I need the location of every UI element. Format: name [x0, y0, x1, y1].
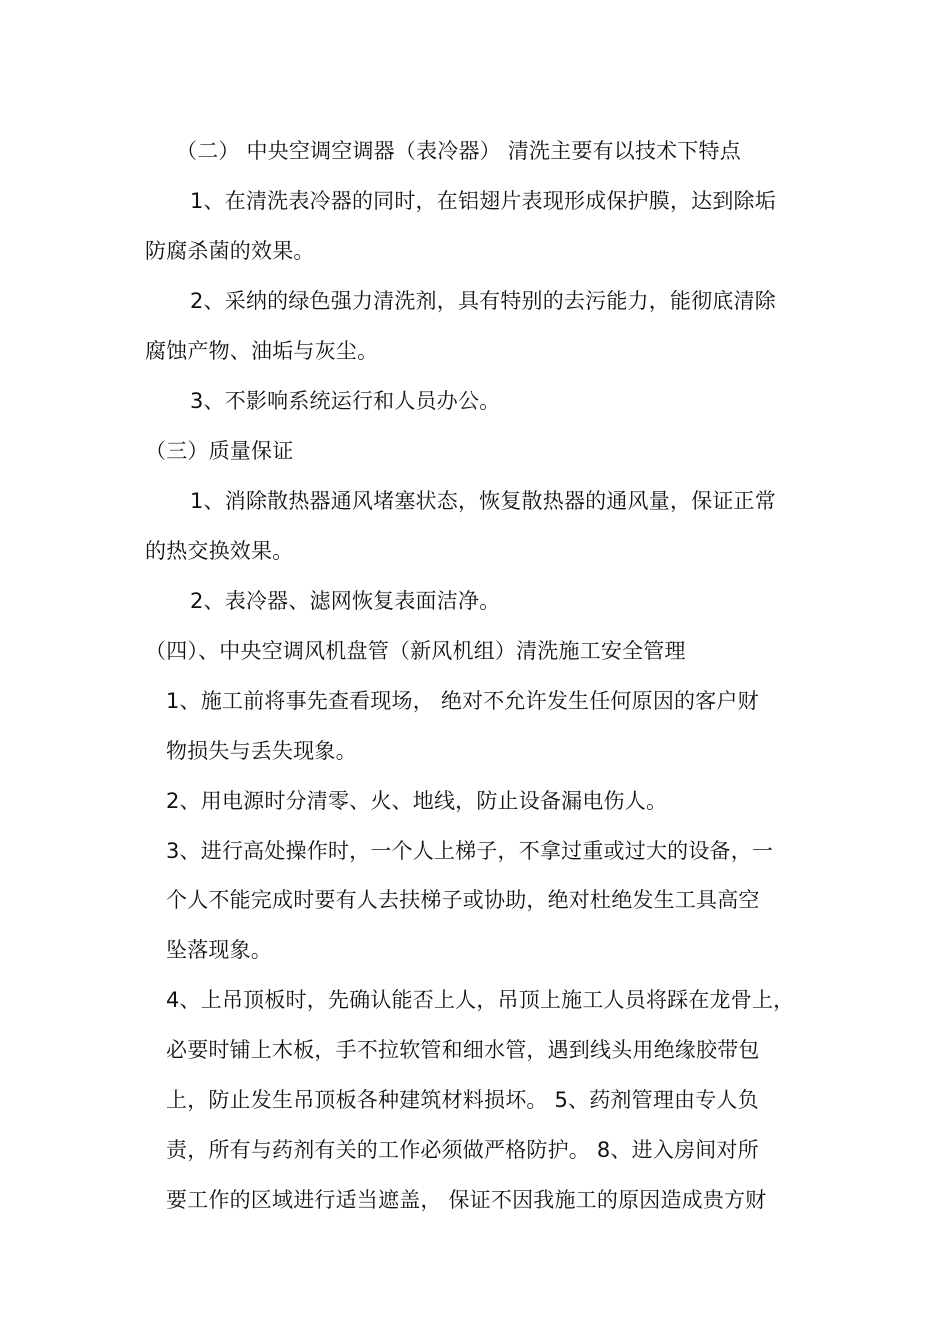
paragraph-line: 物损失与丢失现象。 [166, 739, 357, 763]
paragraph-line: 坠落现象。 [166, 938, 272, 962]
section-heading-2: （二） 中央空调空调器（表冷器） 清洗主要有以技术下特点 [176, 139, 741, 163]
paragraph-line: 2、用电源时分清零、火、地线，防止设备漏电伤人。 [166, 789, 668, 813]
paragraph-line: 3、不影响系统运行和人员办公。 [190, 389, 501, 413]
paragraph-line: 4、上吊顶板时，先确认能否上人，吊顶上施工人员将踩在龙骨上， [166, 988, 795, 1012]
paragraph-line: 上，防止发生吊顶板各种建筑材料损坏。 5、药剂管理由专人负 [166, 1088, 759, 1112]
paragraph-line: 1、消除散热器通风堵塞状态，恢复散热器的通风量，保证正常 [190, 489, 776, 513]
paragraph-line: 防腐杀菌的效果。 [145, 239, 315, 263]
paragraph-line: 3、进行高处操作时，一个人上梯子，不拿过重或过大的设备，一 [166, 839, 774, 863]
section-heading-3: （三）质量保证 [145, 439, 294, 463]
paragraph-line: 必要时铺上木板，手不拉软管和细水管，遇到线头用绝缘胶带包 [166, 1038, 760, 1062]
paragraph-line: 要工作的区域进行适当遮盖， 保证不因我施工的原因造成贵方财 [166, 1188, 767, 1212]
paragraph-line: 2、采纳的绿色强力清洗剂，具有特别的去污能力，能彻底清除 [190, 289, 776, 313]
paragraph-line: 责，所有与药剂有关的工作必须做严格防护。 8、进入房间对所 [166, 1138, 759, 1162]
paragraph-line: 1、施工前将事先查看现场， 绝对不允许发生任何原因的客户财 [166, 689, 759, 713]
paragraph-line: 腐蚀产物、油垢与灰尘。 [145, 339, 379, 363]
paragraph-line: 1、在清洗表冷器的同时，在铝翅片表现形成保护膜，达到除垢 [190, 189, 776, 213]
paragraph-line: 2、表冷器、滤网恢复表面洁净。 [190, 589, 501, 613]
paragraph-line: 个人不能完成时要有人去扶梯子或协助，绝对杜绝发生工具高空 [166, 888, 760, 912]
paragraph-line: 的热交换效果。 [145, 539, 294, 563]
section-heading-4: （四）、中央空调风机盘管（新风机组）清洗施工安全管理 [145, 639, 686, 663]
